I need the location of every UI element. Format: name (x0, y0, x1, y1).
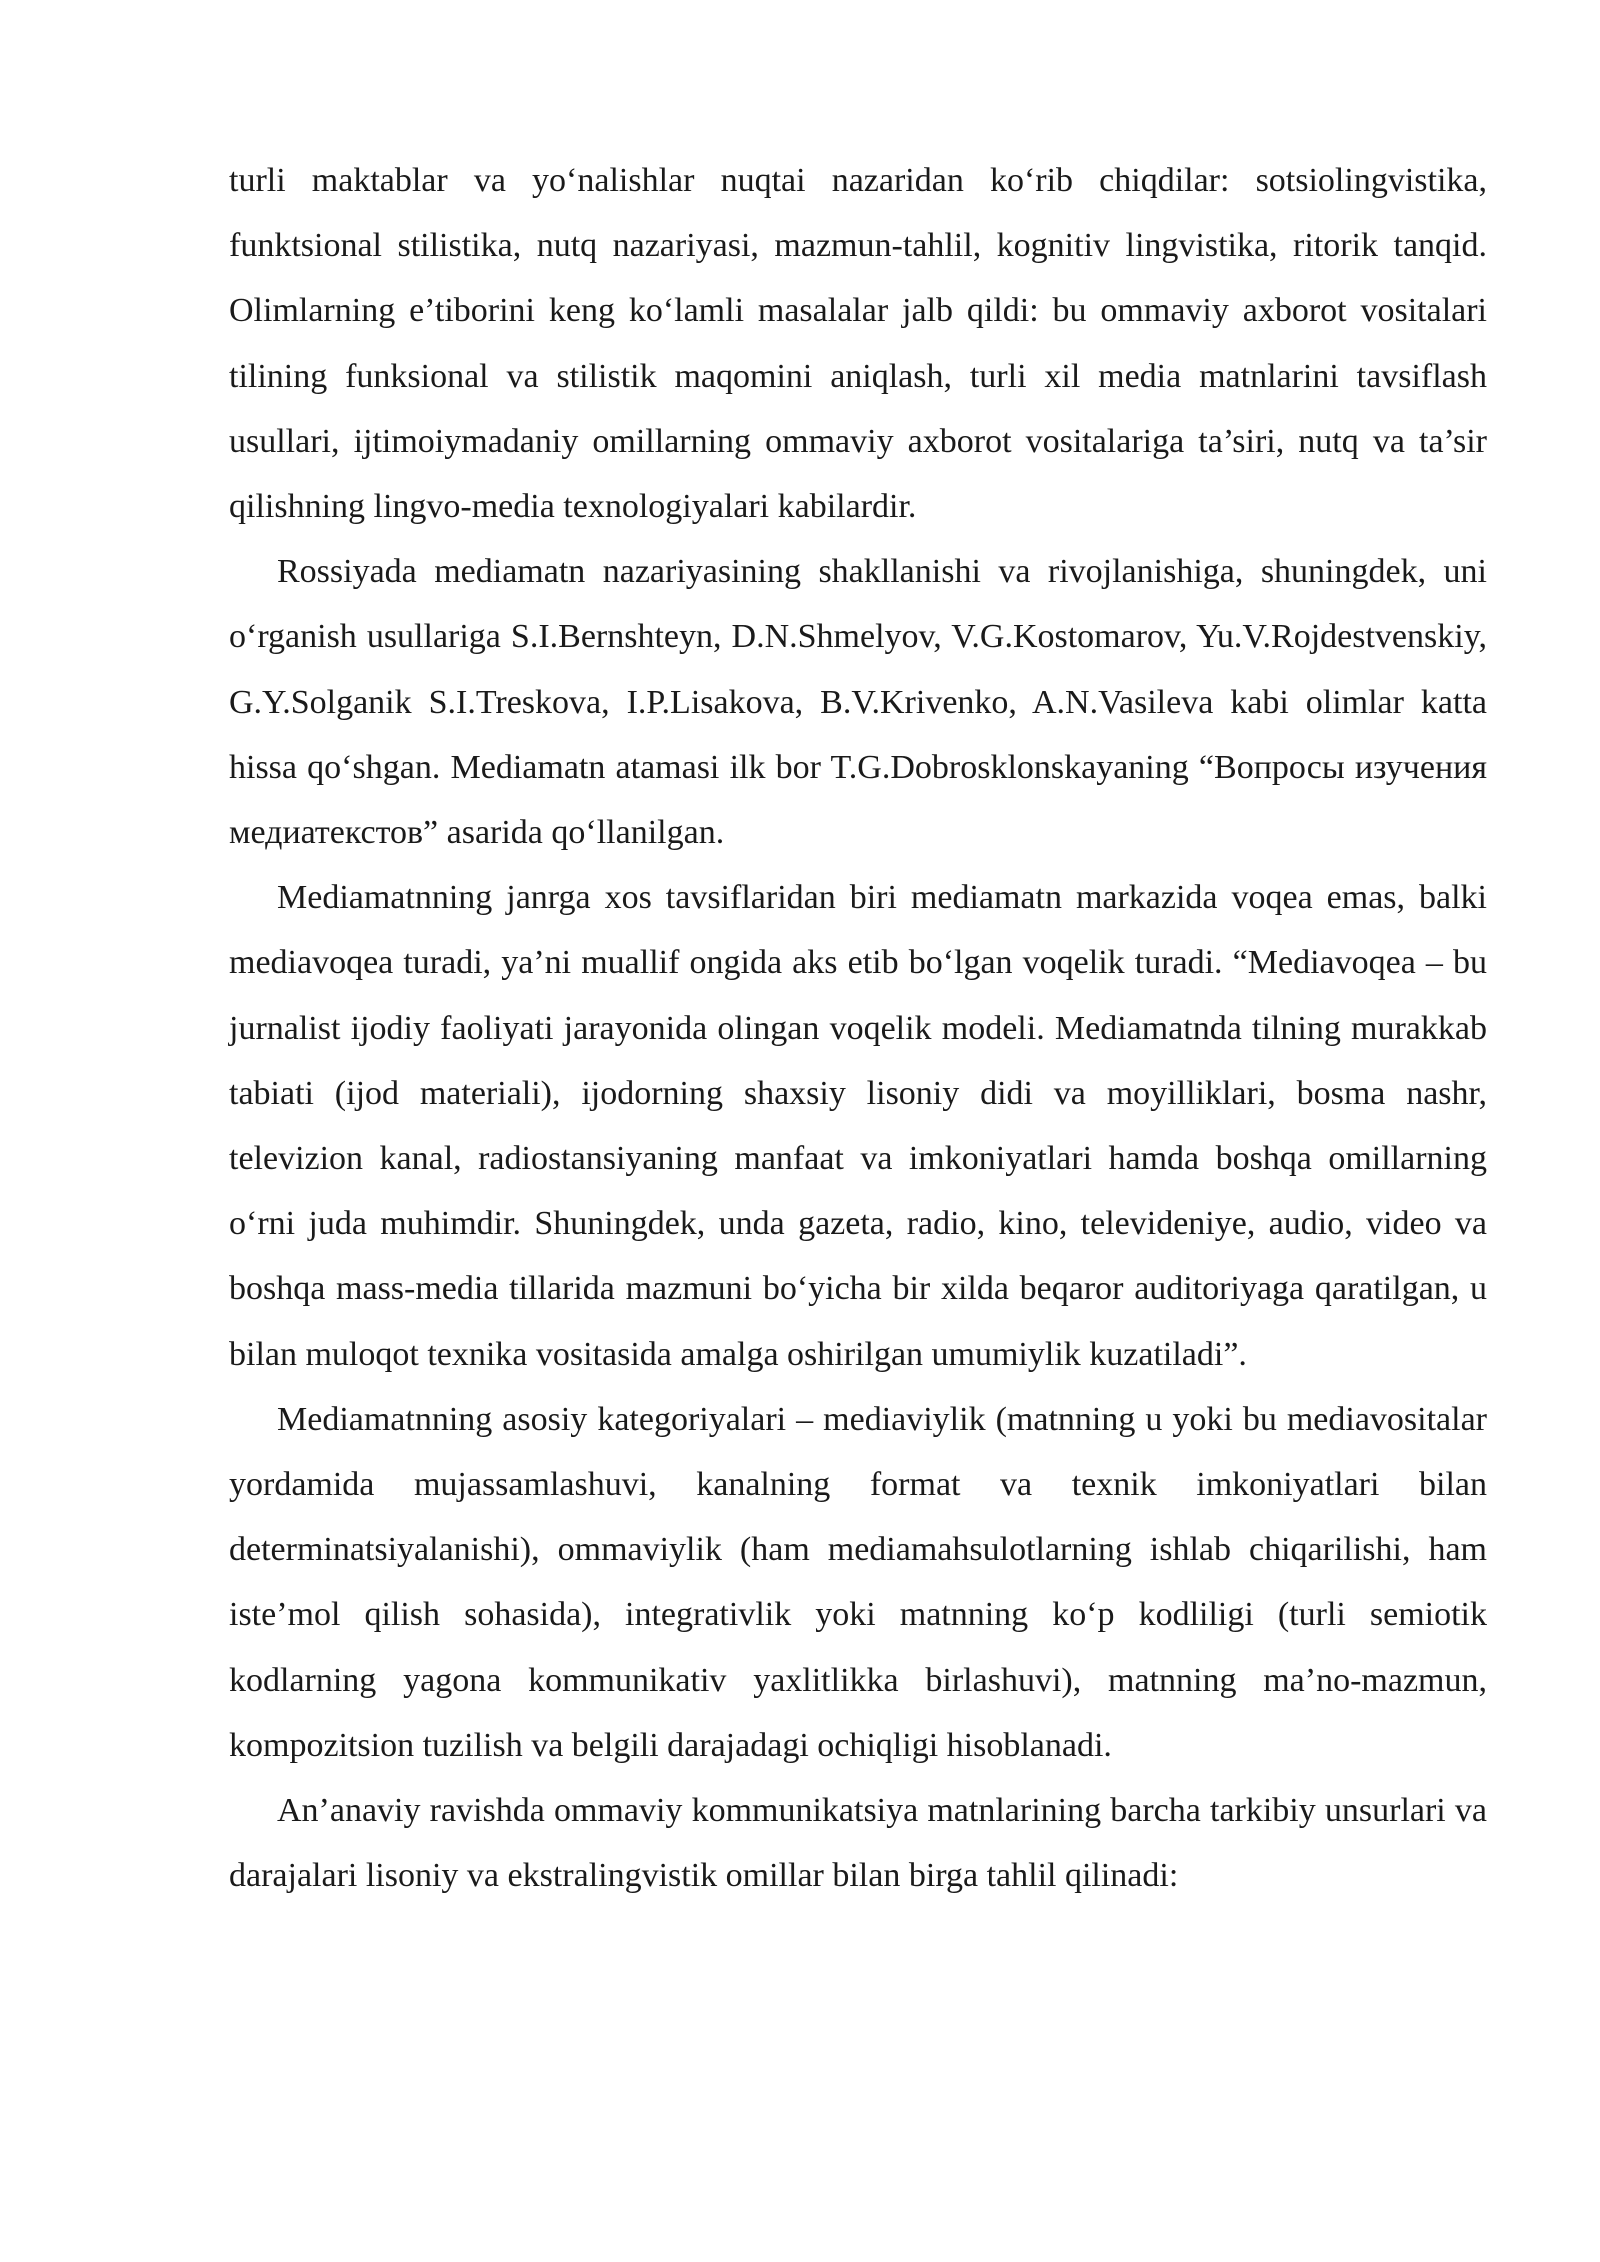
document-body (229, 148, 1487, 1908)
paragraph-3: Mediamatnning janrga xos tavsiflaridan biri mediamatn markazida voqea emas, balki mediavoqea turadi, ya’ni muallif ongida aks etib bo‘lgan voqelik turadi. “Mediavoqea – bu jurnalist ijodiy faoliyati jarayonida olingan voqelik modeli. Mediamatnda tilning murakkab tabiati (ijod materiali), ijodorning shaxsiy lisoniy didi va moyilliklari, bosma nashr, televizion kanal, radiostansiyaning manfaat va imkoniyatlari hamda boshqa omillarning o‘rni juda muhimdir. Shuningdek, unda gazeta, radio, kino, televideniye, audio, video va boshqa mass-media tillarida mazmuni bo‘yicha bir xilda beqaror auditoriyaga qaratilgan, u bilan muloqot texnika vositasida amalga oshirilgan umumiylik kuzatiladi”. (229, 879, 1487, 1373)
paragraph-5: An’anaviy ravishda ommaviy kommunikatsiya matnlarining barcha tarkibiy unsurlari va darajalari lisoniy va ekstralingvistik omillar bilan birga tahlil qilinadi: (229, 1792, 1487, 1895)
paragraph-4: Mediamatnning asosiy kategoriyalari – mediaviylik (matnning u yoki bu mediavositalar yordamida mujassamlashuvi, kanalning format va texnik imkoniyatlari bilan determinatsiyalanishi), ommaviylik (ham mediamahsulotlarning ishlab chiqarilishi, ham iste’mol qilish sohasida), integrativlik yoki matnning ko‘p kodliligi (turli semiotik kodlarning yagona kommunikativ yaxlitlikka birlashuvi), matnning ma’no-mazmun, kompozitsion tuzilish va belgili darajadagi ochiqligi hisoblanadi. (229, 1400, 1487, 1764)
paragraph-1: turli maktablar va yo‘nalishlar nuqtai nazaridan ko‘rib chiqdilar: sotsiolingvistika, funktsional stilistika, nutq nazariyasi, mazmun-tahlil, kognitiv lingvistika, ritorik tanqid. Olimlarning e’tiborini keng ko‘lamli masalalar jalb qildi: bu ommaviy axborot vositalari tilining funksional va stilistik maqomini aniqlash, turli xil media matnlarini tavsiflash usullari, ijtimoiymadaniy omillarning ommaviy axborot vositalariga ta’siri, nutq va ta’sir qilishning lingvo-media texnologiyalari kabilardir. (229, 162, 1487, 526)
paragraph-2: Rossiyada mediamatn nazariyasining shakllanishi va rivojlanishiga, shuningdek, uni o‘rganish usullariga S.I.Bernshteyn, D.N.Shmelyov, V.G.Kostomarov, Yu.V.Rojdestvenskiy, G.Y.Solganik S.I.Treskova, I.P.Lisakova, B.V.Krivenko, A.N.Vasileva kabi olimlar katta hissa qo‘shgan. Mediamatn atamasi ilk bor T.G.Dobrosklonskayaning “Вопросы изучения медиатекстов” asarida qo‘llanilgan. (229, 553, 1487, 852)
